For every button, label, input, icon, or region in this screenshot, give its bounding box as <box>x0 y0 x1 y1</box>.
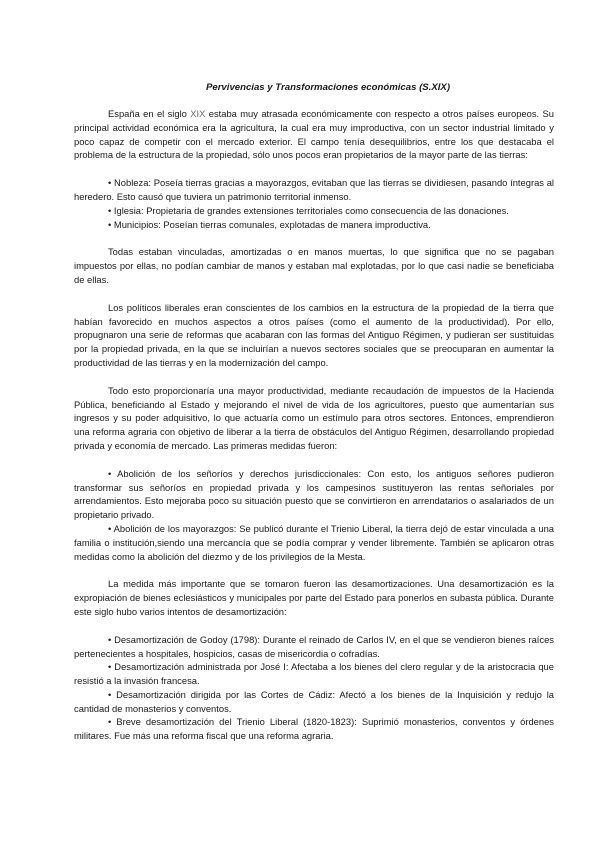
desamortizacion-item-godoy: • Desamortización de Godoy (1798): Durante el reinado de Carlos IV, en el que se vendieron bienes raíces pertenecientes a hospitales, hospicios, casas de misericordia o cofradías. <box>74 633 554 659</box>
paragraph-productividad: Todo esto proporcionaría una mayor productividad, mediante recaudación de impuestos de la Hacienda Pública, beneficiando al Estado y mejorando el nivel de vida de los agricultores, puesto que aumentarían sus ingresos y su poder adquisitivo, lo que actuaría como un estímulo para otros sectores. Entonces, emprendieron una reforma agraria con objetivo de liberar a la tierra de obstáculos del Antiguo Régimen, desarrollando propiedad privada y economía de mercado. Las primeras medidas fueron: <box>74 384 554 451</box>
paragraph-vinculadas: Todas estaban vinculadas, amortizadas o en manos muertas, lo que significa que no se pagaban impuestos por ellas, no podían cambiar de manos y estaban mal explotadas, por lo que casi nadie se beneficiaba de ellas. <box>74 246 554 285</box>
paragraph-liberales: Los políticos liberales eran conscientes de los cambios en la estructura de la propiedad de la tierra que habían favorecido en muchos aspectos a otros países (como el aumento de la productividad). Por ello, propugnaron una serie de reformas que acabaran con las formas del Antiguo Régimen, y pudieran ser sustituidas por la propiedad privada, en la que se incluirían a nuevos sectores sociales que se preocuparan en aumentar la productividad de las tierras y en la modernización del campo. <box>74 301 554 368</box>
document-title: Pervivencias y Transformaciones económicas (S.XIX) <box>205 82 451 93</box>
intro-text-end: estaba muy atrasada económicamente con respecto a otros países europeos. Su principal actividad económica era la agricultura, la cual era muy improductiva, con un sector industrial limitado y poco capaz de competir con el mercado exterior. El campo tenía desequilibrios, entre los que destacaba el problema de la estructura de la propiedad, sólo unos pocos eran propietarios de la mayor parte de las tierras: <box>74 108 554 161</box>
desamortizacion-item-cadiz: • Desamortización dirigida por las Cortes de Cádiz: Afectó a los bienes de la Inquisición y redujo la cantidad de monasterios y conventos. <box>74 688 554 714</box>
intro-paragraph <box>74 107 554 162</box>
paragraph-desamortizacion: La medida más importante que se tomaron fueron las desamortizaciones. Una desamortización es la expropiación de bienes eclesiásticos y municipales por parte del Estado para ponerlos en subasta pública. Durante este siglo hubo varios intentos de desamortización: <box>74 578 554 617</box>
owner-item-iglesia: • Iglesia: Propietaria de grandes extensiones territoriales como consecuencia de las donaciones. <box>108 204 509 216</box>
century-label: XIX <box>190 108 206 119</box>
measure-item-mayorazgos: • Abolición de los mayorazgos: Se publicó durante el Trienio Liberal, la tierra dejó de estar vinculada a una familia o institución,siendo una mercancía que se podía comprar y vender libremente. También se aplicaron otras medidas como la abolición del diezmo y de los privilegios de la Mesta. <box>74 522 554 562</box>
owner-item-municipios: • Municipios: Poseían tierras comunales, explotadas de manera improductiva. <box>108 218 431 230</box>
desamortizacion-item-jose-i: • Desamortización administrada por José I: Afectaba a los bienes del clero regular y de la aristocracia que resistió a la invasión francesa. <box>74 661 554 687</box>
owner-item-nobleza: • Nobleza: Poseía tierras gracias a mayorazgos, evitaban que las tierras se dividiesen, pasando íntegras al heredero. Esto causó que tuviera un patrimonio territorial inmenso. <box>74 177 554 202</box>
desamortizacion-item-trienio: • Breve desamortización del Trienio Liberal (1820-1823): Suprimió monasterios, conventos y órdenes militares. Fue más una reforma fiscal que una reforma agraria. <box>74 716 554 742</box>
intro-text-start: España en el siglo <box>108 108 191 119</box>
measure-item-senorios: • Abolición de los señoríos y derechos jurisdiccionales: Con esto, los antiguos señores pudieron transformar sus señoríos en propiedad privada y los campesinos sustituyeron las rentas señoriales por arrendamientos. Esto mejoraba poco su situación puesto que se convirtieron en arrendatarios o asalariados de un propietario privado. <box>74 467 554 521</box>
